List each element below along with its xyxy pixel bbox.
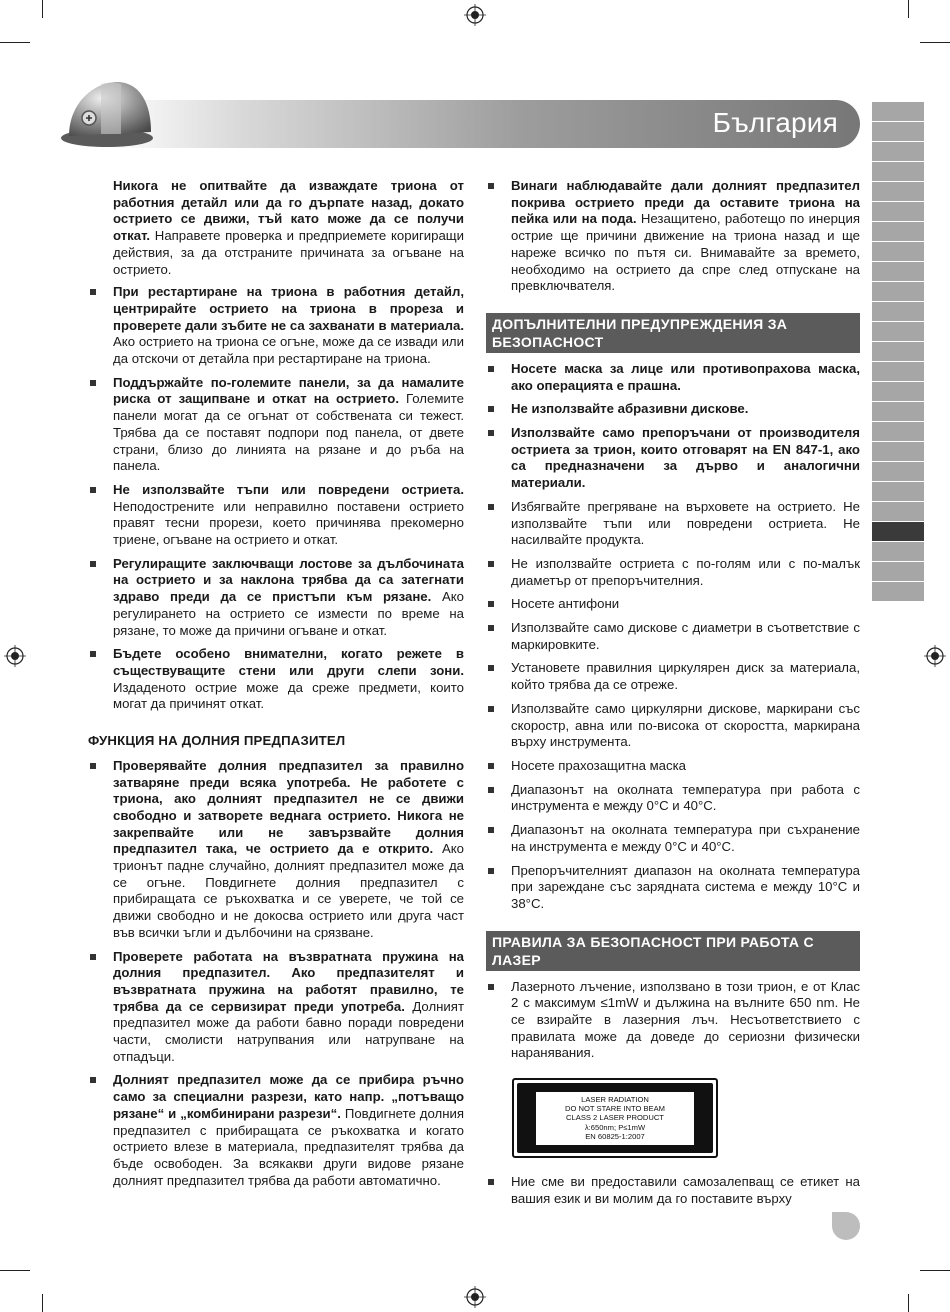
safety-helmet-icon	[55, 72, 165, 152]
bullet-icon	[90, 487, 96, 493]
bullet-icon	[90, 651, 96, 657]
language-tab	[872, 302, 924, 321]
item-text: Големите панели могат да се огънат от собствената си тежест. Трябва да се поставят подпори под панела, от двете страни, близо до линията на рязане и до ръба на панела.	[113, 391, 464, 474]
item-bold: Поддържайте по-големите панели, за да намалите риска от защипване и откат на острието.	[113, 374, 464, 407]
list-item	[88, 556, 464, 640]
list-item	[486, 1174, 860, 1207]
language-tab	[872, 322, 924, 341]
language-tab	[872, 382, 924, 401]
bullet-icon	[488, 625, 494, 631]
item-text: Ако трионът падне случайно, долният предпазител може да се огъне. Повдигнете долния предпазител с прибиращата се ръкохватка и се уверете, че той се движи свободно и не докосва острието или друга част във всички ъгли и дълбочини на срязване.	[113, 841, 464, 940]
laser-label-text	[536, 1092, 694, 1145]
language-tab	[872, 102, 924, 121]
list-item	[486, 499, 860, 549]
language-title: България	[712, 107, 838, 138]
crop-mark	[920, 1270, 950, 1271]
bullet-icon	[90, 289, 96, 295]
item-text: Издаденото острие може да среже предмети, които могат да причинят откат.	[113, 679, 464, 712]
crop-mark	[42, 0, 43, 18]
bullet-icon	[488, 601, 494, 607]
list-item	[88, 646, 464, 713]
item-bold: Използвайте само препоръчани от производителя остриета за трион, които отговарят на EN 847-1, ако са предназначени за дърво и аналогични материали.	[511, 425, 860, 491]
language-tabs	[872, 102, 924, 602]
list-item	[486, 863, 860, 913]
list-item	[486, 758, 860, 775]
bullet-icon	[488, 787, 494, 793]
registration-mark-icon	[924, 645, 946, 667]
language-tab	[872, 282, 924, 301]
bullet-icon	[488, 706, 494, 712]
bullet-icon	[90, 1077, 96, 1083]
bullet-icon	[488, 827, 494, 833]
bullet-icon	[90, 380, 96, 386]
list-item	[88, 375, 464, 475]
language-tab	[872, 262, 924, 281]
list-item	[88, 482, 464, 549]
intro-text: Направете проверка и предприемете коригиращи действия, за да отстраните причината за огъване на острието.	[113, 228, 464, 277]
language-tab-active	[872, 522, 924, 541]
bullet-icon	[90, 763, 96, 769]
laser-label-frame	[517, 1083, 713, 1153]
list-item	[486, 361, 860, 394]
crop-mark	[0, 1270, 30, 1271]
item-bold: Проверете работата на възвратната пружина на долния предпазител. Ако предпазителят и възвратната пружина на работят правилно, те трябва да се сервизират преди употреба.	[113, 948, 464, 1014]
item-text: Използвайте само циркулярни дискове, маркирани със скоростр, авна или по-висока от скоростта, маркирана върху инструмента.	[511, 700, 860, 750]
bullet-icon	[488, 504, 494, 510]
language-tab	[872, 542, 924, 561]
left-column	[88, 178, 464, 1196]
bullet-icon	[488, 430, 494, 436]
language-tab	[872, 462, 924, 481]
list-item	[486, 596, 860, 613]
item-bold: Долният предпазител може да се прибира ръчно само за специални разрези, като напр. „потъващо рязане“ и „комбинирани разрези“.	[113, 1072, 464, 1121]
item-bold: Винаги наблюдавайте дали долният предпазител покрива острието преди да оставите триона на пейка или на пода.	[511, 178, 860, 227]
list-item	[486, 178, 860, 295]
page-tab-marker	[832, 1212, 860, 1240]
list-item	[88, 758, 464, 942]
crop-mark	[0, 42, 30, 43]
item-text: Неподострените или неправилно поставени острието правят тесни прорези, което причинява прекомерно триене, огъване на острието и откат.	[113, 498, 464, 548]
item-text: Установете правилния циркулярен диск за материала, който трябва да се отреже.	[511, 660, 860, 693]
header-band	[105, 100, 860, 148]
item-text: Ако острието на триона се огъне, може да се извади или да отскочи от детайла при рестартиране на триона.	[113, 334, 464, 367]
crop-mark	[920, 42, 950, 43]
language-tab	[872, 502, 924, 521]
laser-label-line: LASER RADIATION	[581, 1094, 649, 1104]
list-item	[486, 660, 860, 693]
bullet-icon	[488, 763, 494, 769]
registration-mark-icon	[464, 4, 486, 26]
item-text: Носете антифони	[511, 596, 620, 612]
item-text: Избягвайте прегряване на върховете на острието. Не използвайте тъпи или повредени остриета. Не насилвайте продукта.	[511, 498, 860, 548]
crop-mark	[908, 0, 909, 18]
section-heading: ДОПЪЛНИТЕЛНИ ПРЕДУПРЕЖДЕНИЯ ЗА БЕЗОПАСНОСТ	[486, 313, 860, 353]
language-tab	[872, 202, 924, 221]
item-text: Ние сме ви предоставили самозалепващ се етикет на вашия език и ви молим да го поставите върху	[511, 1174, 860, 1206]
bullet-icon	[90, 954, 96, 960]
bullet-icon	[488, 366, 494, 372]
item-text: Повдигнете долния предпазител с прибиращата се ръкохватка и когато острието влезе в материала, предпазителят трябва да бъде освободен. За всякакви други видове рязане долният предпазител трябва да работи автоматично.	[113, 1105, 465, 1188]
section-heading: ПРАВИЛА ЗА БЕЗОПАСНОСТ ПРИ РАБОТА С ЛАЗЕР	[486, 931, 860, 971]
bullet-icon	[488, 984, 494, 990]
item-bold: При рестартиране на триона в работния детайл, центрирайте острието на триона в прореза и проверете дали зъбите не са захванати в материала.	[113, 284, 464, 333]
item-text: Не използвайте остриета с по-голям или с по-малък диаметър от препоръчителния.	[511, 555, 860, 588]
bullet-icon	[488, 561, 494, 567]
list-item	[88, 284, 464, 368]
list-item	[486, 401, 860, 418]
list-item	[486, 701, 860, 751]
language-tab	[872, 562, 924, 581]
item-bold: Бъдете особено внимателни, когато режете в съществуващите стени или други слепи зони.	[113, 646, 464, 678]
item-text: Долният предпазител може да работи бавно поради повредени части, смолисти натрупвания или натрупване на отпадъци.	[113, 998, 464, 1064]
language-tab	[872, 342, 924, 361]
language-tab	[872, 182, 924, 201]
item-text: Препоръчителният диапазон на околната температура при зареждане със зарядната система е между 10°C и 38°C.	[511, 862, 860, 911]
bullet-icon	[488, 665, 494, 671]
item-bold: Проверявайте долния предпазител за правилно затваряне преди всяка употреба. Не работете с триона, ако долният предпазител не се движи свободно и затворете веднага острието. Никога не закрепвайте или не завързвайте долния предпазител така, че острието да е открито.	[113, 757, 464, 857]
language-tab	[872, 482, 924, 501]
intro-paragraph	[88, 178, 464, 278]
item-text: Диапазонът на околната температура при работа с инструмента е между 0°C и 40°C.	[511, 781, 860, 814]
list-item	[486, 822, 860, 855]
item-bold: Не използвайте тъпи или повредени остриета.	[113, 481, 464, 497]
bullet-icon	[488, 183, 494, 189]
bullet-icon	[90, 561, 96, 567]
intro-bold: Никога не опитвайте да изваждате триона от работния детайл или да го дърпате назад, докато острието се движи, тъй като може да се получи откат.	[113, 178, 464, 244]
bullet-icon	[488, 868, 494, 874]
list-item	[486, 425, 860, 492]
list-item	[486, 620, 860, 653]
language-tab	[872, 142, 924, 161]
language-tab	[872, 582, 924, 601]
language-tab	[872, 422, 924, 441]
bullet-icon	[488, 406, 494, 412]
item-text: Носете прахозащитна маска	[511, 757, 686, 773]
item-bold: Регулиращите заключващи лостове за дълбочината на острието и за наклона трябва да са затегнати здраво преди да се пристъпи към рязане.	[113, 555, 464, 605]
laser-label-line: λ:650nm; P≤1mW	[584, 1122, 646, 1132]
list-item	[88, 1072, 464, 1189]
list-item	[486, 556, 860, 589]
bullet-icon	[488, 1179, 494, 1185]
language-tab	[872, 442, 924, 461]
laser-label-line: CLASS 2 LASER PRODUCT	[566, 1113, 664, 1123]
language-tab	[872, 402, 924, 421]
registration-mark-icon	[4, 645, 26, 667]
crop-mark	[908, 1294, 909, 1312]
registration-mark-icon	[464, 1286, 486, 1308]
list-item	[486, 782, 860, 815]
item-text: Ако регулирането на острието се измести по време на рязане, то може да причини огъване и откат.	[113, 589, 465, 638]
laser-warning-label	[512, 1078, 718, 1158]
list-item	[88, 949, 464, 1066]
item-bold: Носете маска за лице или противопрахова маска, ако операцията е прашна.	[511, 360, 860, 393]
language-tab	[872, 162, 924, 181]
item-bold: Не използвайте абразивни дискове.	[511, 401, 749, 417]
item-text: Диапазонът на околната температура при съхранение на инструмента е между 0°C и 40°C.	[511, 822, 860, 854]
language-tab	[872, 362, 924, 381]
item-text: Използвайте само дискове с диаметри в съответствие с маркировките.	[511, 620, 860, 652]
right-column	[486, 178, 860, 1215]
section-heading: ФУНКЦИЯ НА ДОЛНИЯ ПРЕДПАЗИТЕЛ	[88, 733, 346, 749]
language-tab	[872, 122, 924, 141]
list-item	[486, 979, 860, 1063]
item-text: Лазерното лъчение, използвано в този трион, е от Клас 2 с максимум ≤1mW и дължина на вълните 650 nm. Не се взирайте в лазерния лъч. Несъответствието с правилата може да доведе до сериозни физически наранявания.	[511, 978, 860, 1061]
item-text: Незащитено, работещо по инерция острие ще причини движение на триона назад и ще нареже всичко по пътя си. Внимавайте за времето, необходимо на острието да спре след отпускане на превключвателя.	[511, 211, 860, 294]
language-tab	[872, 222, 924, 241]
laser-label-line: DO NOT STARE INTO BEAM	[565, 1104, 665, 1114]
crop-mark	[42, 1294, 43, 1312]
laser-label-line: EN 60825-1:2007	[585, 1132, 645, 1142]
language-tab	[872, 242, 924, 261]
